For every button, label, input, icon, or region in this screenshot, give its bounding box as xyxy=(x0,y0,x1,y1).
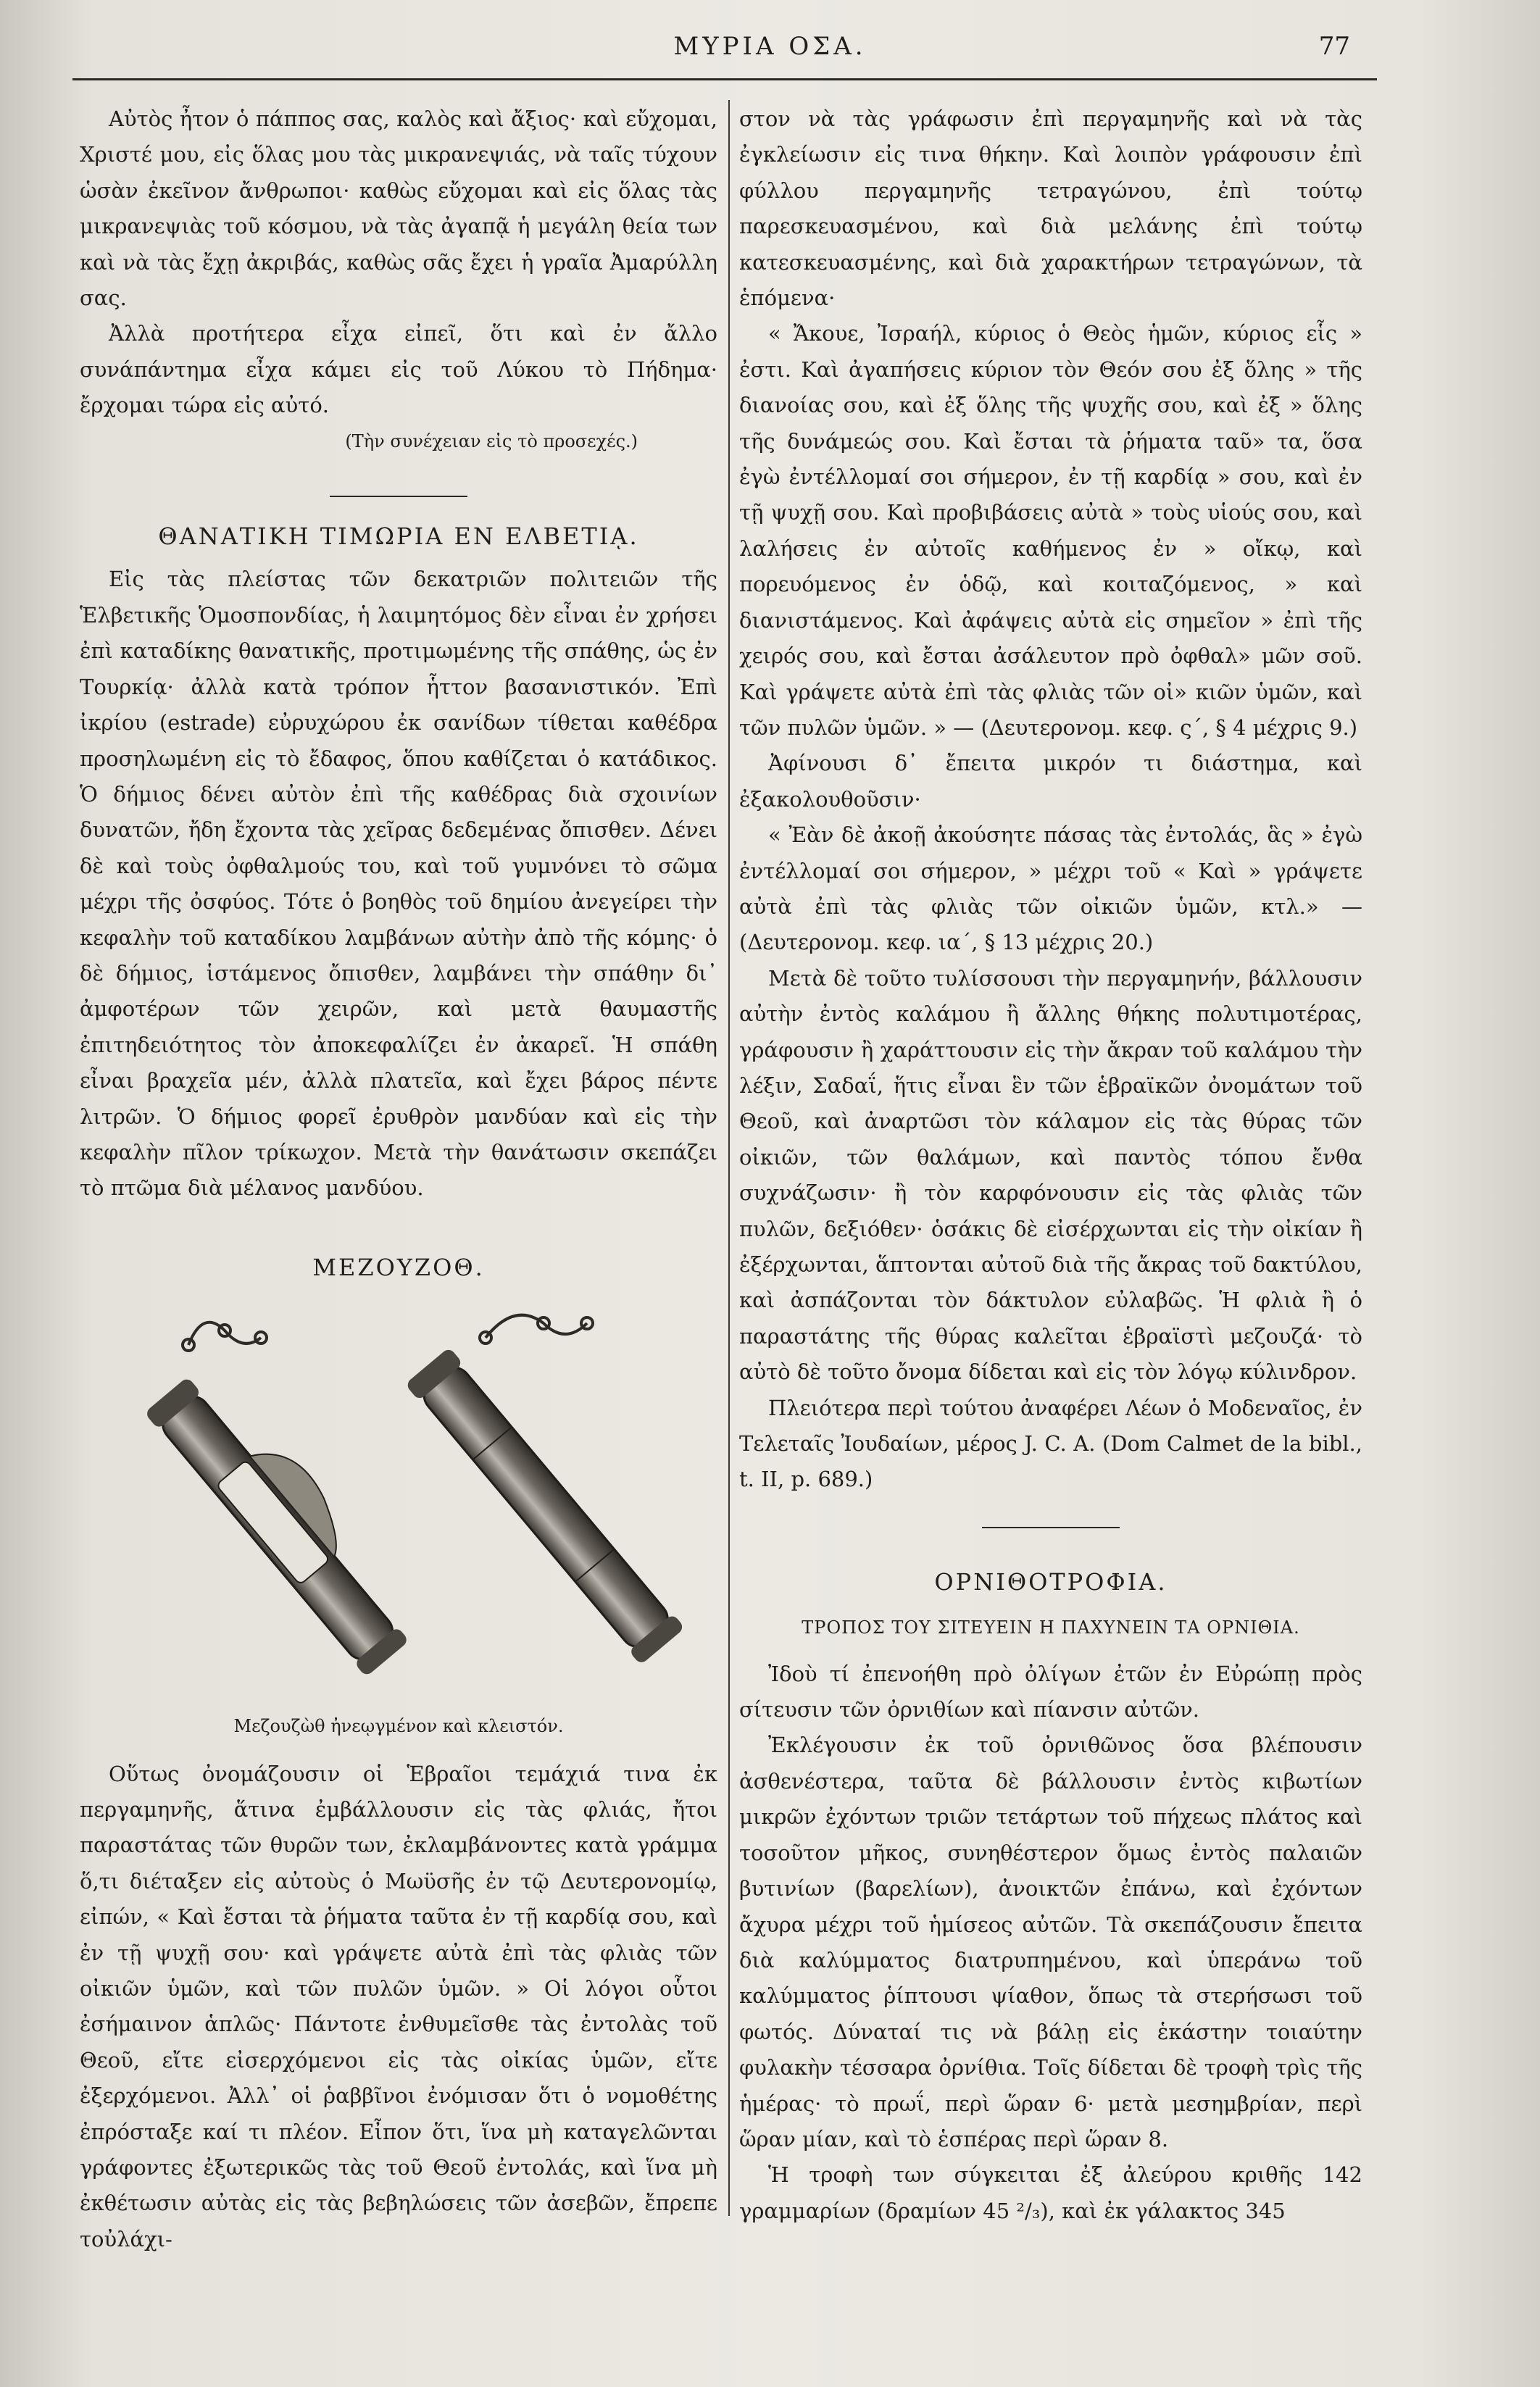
mezuzah-reference: Πλειότερα περὶ τούτου ἀναφέρει Λέων ὁ Μοδεναῖος, ἐν Τελεταῖς Ἰουδαίων, μέρος J. C. A. (Dom Calmet de la bibl., t. II, p. 689.) xyxy=(739,1395,1362,1492)
poultry-paragraph-3: Ἡ τροφὴ των σύγκειται ἐξ ἀλεύρου κριθῆς 142 γραμμαρίων (δραμίων 45 ²/₃), καὶ ἐκ γάλακτος 345 xyxy=(739,2162,1362,2223)
mezuzah-paragraph-2: Ἀφίνουσι δ᾽ ἔπειτα μικρόν τι διάστημα, καὶ ἐξακολουθοῦσιν· xyxy=(739,751,1362,812)
page-number: 77 xyxy=(1318,32,1350,61)
mezuzah-illustration xyxy=(80,1294,717,1707)
story-paragraph-2: Ἀλλὰ προτήτερα εἶχα εἰπεῖ, ὅτι καὶ ἐν ἄλλο συνάπάντημα εἶχα κάμει εἰς τοῦ Λύκου τὸ Πήδημα· ἔρχομαι τώρα εἰς αὐτό. xyxy=(80,321,717,418)
section-separator xyxy=(330,496,467,497)
section-subtitle-poultry: ΤΡΟΠΟΣ ΤΟΥ ΣΙΤΕΥΕΙΝ Η ΠΑΧΥΝΕΙΝ ΤΑ ΟΡΝΙΘΙΑ. xyxy=(802,1617,1300,1638)
column-divider xyxy=(728,100,730,2216)
death-penalty-text: Εἰς τὰς πλείστας τῶν δεκατριῶν πολιτειῶν τῆς Ἑλβετικῆς Ὁμοσπονδίας, ἡ λαιμητόμος δὲν εἶναι ἐν χρήσει ἐπὶ καταδίκης θανατικῆς, προτιμωμένης τῆς σπάθης, ὡς ἐν Τουρκίᾳ· ἀλλὰ κατὰ τρόπον ἧττον βασανιστικόν. Ἐπὶ ἰκρίου (estrade) εὐρυχώρου ἐκ σανίδων τίθεται καθέδρα προσηλωμένη εἰς τὸ ἔδαφος, ὅπου καθίζεται ὁ κατάδικος. Ὁ δήμιος δένει αὐτὸν ἐπὶ τῆς καθέδρας διὰ σχοινίων δυνατῶν, ἤδη ἔχοντα τὰς χεῖρας δεδεμένας ὄπισθεν. Δένει δὲ καὶ τοὺς ὀφθαλμούς του, καὶ τοῦ γυμνόνει τὸ σῶμα μέχρι τῆς ὀσφύος. Τότε ὁ βοηθὸς τοῦ δημίου ἀνεγείρει τὴν κεφαλὴν τοῦ καταδίκου λαμβάνων αὐτὴν ἀπὸ τῆς κόμης· ὁ δὲ δήμιος, ἱστάμενος ὄπισθεν, λαμβάνει τὴν σπάθην δι᾽ ἀμφοτέρων τῶν χειρῶν, καὶ μετὰ θαυμαστῆς ἐπιτηδειότητος τὸν ἀποκεφαλίζει ἐν ἀκαρεῖ. Ἡ σπάθη εἶναι βραχεῖα μέν, ἀλλὰ πλατεῖα, καὶ ἔχει βάρος πέντε λιτρῶν. Ὁ δήμιος φορεῖ ἐρυθρὸν μανδύαν καὶ εἰς τὴν κεφαλὴν πῖλον τρίκωχον. Μετὰ τὴν θανάτωσιν σκεπάζει τὸ πτῶμα διὰ μέλανος μανδύου. xyxy=(80,567,717,1201)
chain-right xyxy=(480,1315,593,1344)
mezuzah-text-continued: στον νὰ τὰς γράφωσιν ἐπὶ περγαμηνῆς καὶ νὰ τὰς ἐγκλείωσιν εἰς τινα θήκην. Καὶ λοιπὸν γράφουσιν ἐπὶ φύλλου περγαμηνῆς τετραγώνου, ἐπὶ τούτῳ παρεσκευασμένου, καὶ διὰ μελάνης ἐπὶ τούτῳ κατεσκευασμένης, καὶ διὰ χαρακτήρων τετραγώνων, τὰ ἑπόμενα· xyxy=(739,107,1362,311)
header-rule xyxy=(72,78,1377,80)
mezuzah-text: Οὕτως ὀνομάζουσιν οἱ Ἑβραῖοι τεμάχιά τινα ἐκ περγαμηνῆς, ἅτινα ἐμβάλλουσιν εἰς τὰς φλιάς, ἤτοι παραστάτας τῶν θυρῶν των, ἐκλαμβάνοντες κατὰ γράμμα ὅ,τι διέταξεν εἰς αὐτοὺς ὁ Μωϋσῆς ἐν τῷ Δευτερονομίῳ, εἰπών, « Καὶ ἔσται τὰ ῥήματα ταῦτα ἐν τῇ καρδίᾳ σου, καὶ ἐν τῇ ψυχῇ σου· καὶ γράψετε αὐτὰ ἐπὶ τὰς φλιὰς τῶν οἰκιῶν ὑμῶν, καὶ τῶν πυλῶν ὑμῶν. » Οἱ λόγοι οὗτοι ἐσήμαινον ἁπλῶς· Πάντοτε ἐνθυμεῖσθε τὰς ἐντολὰς τοῦ Θεοῦ, εἴτε εἰσερχόμενοι εἰς τὰς οἰκίας ὑμῶν, εἴτε ἐξερχόμενοι. Ἀλλ᾽ οἱ ῥαββῖνοι ἐνόμισαν ὅτι ὁ νομοθέτης ἐπρόσταξε καί τι πλέον. Εἶπον ὅτι, ἵνα μὴ καταγελῶνται γράφοντες ἐξωτερικῶς τὰς τοῦ Θεοῦ ἐντολάς, καὶ ἵνα μὴ ἐκθέτωσιν αὐτὰς εἰς τὰς βεβηλώσεις τῶν ἀσεβῶν, ἔπρεπε τοὐλάχι- xyxy=(80,1761,717,2251)
scripture-quote-1: « Ἄκουε, Ἰσραήλ, κύριος ὁ Θεὸς ἡμῶν, κύριος εἷς » ἐστι. Καὶ ἀγαπήσεις κύριον τὸν Θεόν σου ἐξ ὅλης » τῆς διανοίας σου, καὶ ἐξ ὅλης τῆς ψυχῆς σου, καὶ ἐξ » ὅλης τῆς δυνάμεώς σου. Καὶ ἔσται τὰ ῥήματα ταῦ» τα, ὅσα ἐγὼ ἐντέλλομαί σοι σήμερον, ἐν τῇ καρδίᾳ » σου, καὶ ἐν τῇ ψυχῇ σου. Καὶ προβιβάσεις αὐτὰ » τοὺς υἱούς σου, καὶ λαλήσεις ἐν αὐτοῖς καθήμενος ἐν » οἴκῳ, καὶ πορευόμενος ἐν ὁδῷ, καὶ κοιταζόμενος, » καὶ διανιστάμενος. Καὶ ἀφάψεις αὐτὰ εἰς σημεῖον » ἐπὶ τῆς χειρός σου, καὶ ἔσται ἀσάλευτον πρὸ ὀφθαλ» μῶν σοῦ. Καὶ γράψετε αὐτὰ ἐπὶ τὰς φλιὰς τῶν οἰ» κιῶν ὑμῶν, καὶ τῶν πυλῶν ὑμῶν. » — (Δευτερονομ. κεφ. ς΄, § 4 μέχρις 9.) xyxy=(739,321,1362,740)
section-separator-right xyxy=(982,1527,1120,1528)
mezuzah-paragraph-3: Μετὰ δὲ τοῦτο τυλίσσουσι τὴν περγαμηνήν, βάλλουσιν αὐτὴν ἐντὸς καλάμου ἢ ἄλλης θήκης πολυτιμοτέρας, γράφουσιν ἢ χαράττουσιν εἰς τὴν ἄκραν τοῦ καλάμου τὴν λέξιν, Σαδαΐ, ἥτις εἶναι ἓν τῶν ἑβραϊκῶν ὀνομάτων τοῦ Θεοῦ, καὶ ἀναρτῶσι τὸν κάλαμον εἰς τὰς θύρας τῶν οἰκιῶν, τῶν θαλάμων, καὶ παντὸς τόπου ἔνθα συχνάζωσιν· ἢ τὸν καρφόνουσιν εἰς τὰς φλιὰς τῶν πυλῶν, δεξιόθεν· ὁσάκις δὲ εἰσέρχωνται εἰς τὴν οἰκίαν ἢ ἐξέρχωνται, ἅπτονται αὐτοῦ διὰ τῆς ἄκρας τοῦ δακτύλου, καὶ ἀσπάζονται τὸν δάκτυλον εὐλαβῶς. Ἡ φλιὰ ἢ ὁ παραστάτης τῆς θύρας καλεῖται ἑβραϊστὶ μεζουζά· τὸ αὐτὸ δὲ τοῦτο ὄνομα δίδεται καὶ εἰς τὸν λόγῳ κύλινδρον. xyxy=(739,965,1362,1385)
chain-left xyxy=(183,1322,267,1351)
section-title-poultry: ΟΡΝΙΘΟΤΡΟΦΙΑ. xyxy=(934,1567,1168,1596)
story-paragraph-1: Αὐτὸς ἦτον ὁ πάππος σας, καλὸς καὶ ἄξιος· καὶ εὔχομαι, Χριστέ μου, εἰς ὅλας μου τὰς μικρανεψιάς, νὰ ταῖς τύχουν ὡσὰν ἐκεῖνον ἄνθρωποι· καθὼς εὔχομαι καὶ εἰς ὅλας τὰς μικρανεψιὰς τοῦ κόσμου, νὰ τὰς ἀγαπᾷ ἡ μεγάλη θεία των καὶ νὰ τὰς ἔχῃ ἀκριβάς, καθὼς σᾶς ἔχει ἡ γραῖα Ἀμαρύλλη σας. xyxy=(80,107,717,311)
right-column xyxy=(739,101,1362,2229)
scripture-quote-2: « Ἐὰν δὲ ἀκοῇ ἀκούσητε πάσας τὰς ἐντολάς, ἃς » ἐγὼ ἐντέλλομαί σοι σήμερον, » μέχρι τοῦ « Καὶ » γράψετε αὐτὰ ἐπὶ τὰς φλιὰς τῶν οἰκιῶν ὑμῶν, κτλ.» — (Δευτερονομ. κεφ. ια΄, § 13 μέχρις 20.) xyxy=(739,822,1362,955)
poultry-paragraph-1: Ἰδοὺ τί ἐπενοήθη πρὸ ὀλίγων ἐτῶν ἐν Εὐρώπῃ πρὸς σίτευσιν τῶν ὀρνιθίων καὶ πίανσιν αὐτῶν. xyxy=(739,1661,1362,1722)
poultry-paragraph-2: Ἐκλέγουσιν ἐκ τοῦ ὀρνιθῶνος ὅσα βλέπουσιν ἀσθενέστερα, ταῦτα δὲ βάλλουσιν ἐντὸς κιβωτίων μικρῶν ἐχόντων τριῶν τετάρτων τοῦ πήχεως πλάτος καὶ τοσοῦτον μῆκος, συνηθέστερον ὅμως ἐντὸς παλαιῶν βυτινίων (βαρελίων), ἀνοικτῶν ἐπάνω, καὶ ἐχόντων ἄχυρα μέχρι τοῦ ἡμίσεος αὐτῶν. Τὰ σκεπάζουσιν ἔπειτα διὰ καλύμματος διατρυπημένου, καὶ ὑπεράνω τοῦ καλύμματος ῥίπτουσι ψίαθον, ὅπως τὰ στερήσωσι τοῦ φωτός. Δύναταί τις νὰ βάλῃ εἰς ἑκάστην τοιαύτην φυλακὴν τέσσαρα ὀρνίθια. Τοῖς δίδεται δὲ τροφὴ τρὶς τῆς ἡμέρας· τὸ πρωΐ, περὶ ὥραν 6· μετὰ μεσημβρίαν, περὶ ὥραν μίαν, καὶ τὸ ἑσπέρας περὶ ὥραν 8. xyxy=(739,1733,1362,2151)
mezuzah-open xyxy=(144,1357,432,1677)
mezuzah-closed xyxy=(405,1347,686,1665)
section-title-mezuzah: ΜΕΖΟΥΖΟΘ. xyxy=(312,1253,485,1281)
running-title: ΜΥΡΙΑ ΟΣΑ. xyxy=(673,32,867,61)
figure-caption: Μεζουζὼθ ἠνεῳγμένον καὶ κλειστόν. xyxy=(233,1716,564,1737)
left-column xyxy=(80,101,717,2257)
running-header xyxy=(0,29,1540,72)
mezuzah-engraving xyxy=(80,1294,717,1700)
section-title-death-penalty: ΘΑΝΑΤΙΚΗ ΤΙΜΩΡΙΑ ΕΝ ΕΛΒΕΤΙᾼ. xyxy=(158,522,639,551)
continued-note: (Τὴν συνέχειαν εἰς τὸ προσεχές.) xyxy=(345,430,638,451)
